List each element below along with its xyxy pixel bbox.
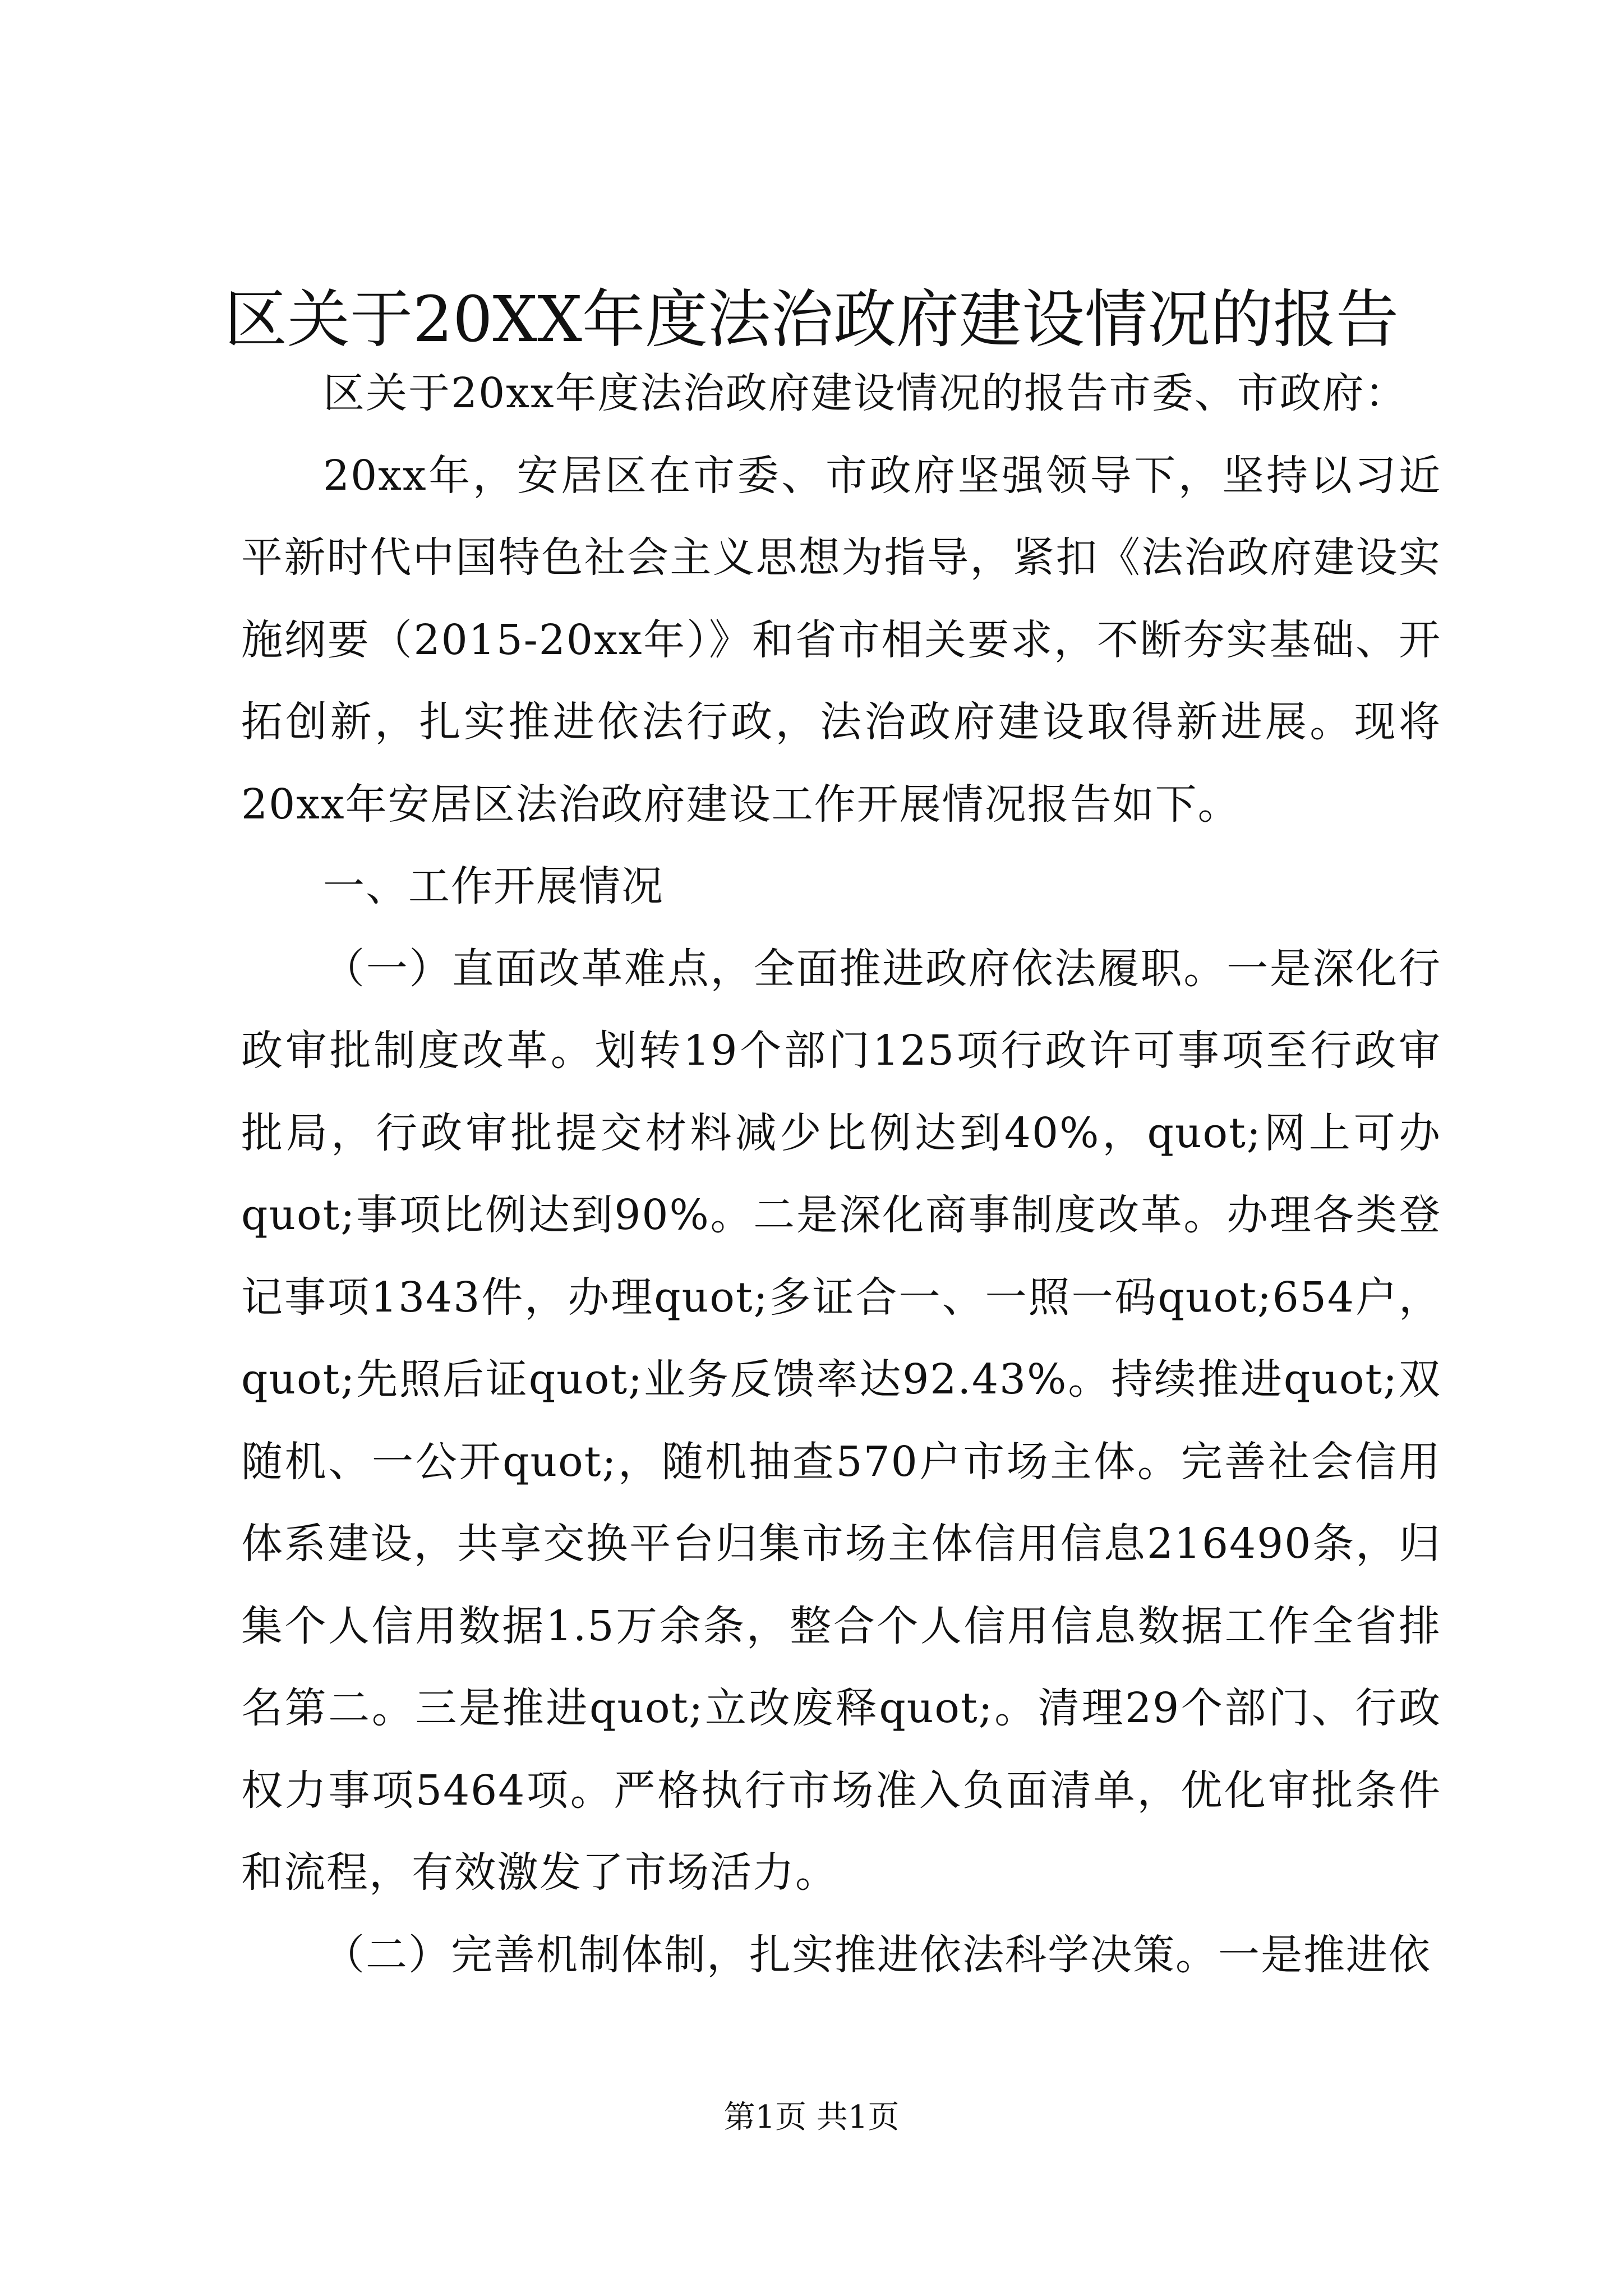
- paragraph-addressee: 区关于20xx年度法治政府建设情况的报告市委、市政府：: [323, 369, 1408, 417]
- section-heading: 一、工作开展情况: [323, 862, 664, 910]
- paragraph-section-1: （一）直面改革难点，全面推进政府依法履职。一是深化行政审批制度改革。划转19个部门125项行政许可事项至行政审批局，行政审批提交材料减少比例达到40%，quot;网上可办quot;事项比例达到90%。二是深化商事制度改革。办理各类登记事项1343件，办理quot;多证合一、一照一码quot;654户，quot;先照后证quot;业务反馈率达92.43%。持续推进quot;双随机、一公开quot;，随机抽查570户市场主体。完善社会信用体系建设，共享交换平台归集市场主体信用信息216490条，归集个人信用数据1.5万余条，整合个人信用信息数据工作全省排名第二。三是推进quot;立改废释quot;。清理29个部门、行政权力事项5464项。严格执行市场准入负面清单，优化审批条件和流程，有效激发了市场活力。: [241, 944, 1441, 1897]
- paragraph-intro: 20xx年，安居区在市委、市政府坚强领导下，坚持以习近平新时代中国特色社会主义思想为指导，紧扣《法治政府建设实施纲要（2015-20xx年）》和省市相关要求，不断夯实基础、开拓创新，扎实推进依法行政，法治政府建设取得新进展。现将20xx年安居区法治政府建设工作开展情况报告如下。: [241, 451, 1441, 829]
- paragraph-section-2: （二）完善机制体制，扎实推进依法科学决策。一是推进依: [323, 1930, 1431, 1979]
- document-body: [241, 352, 1441, 1996]
- page-footer: 第1页 共1页: [723, 2099, 900, 2136]
- document-title: 区关于20XX年度法治政府建设情况的报告: [224, 283, 1399, 356]
